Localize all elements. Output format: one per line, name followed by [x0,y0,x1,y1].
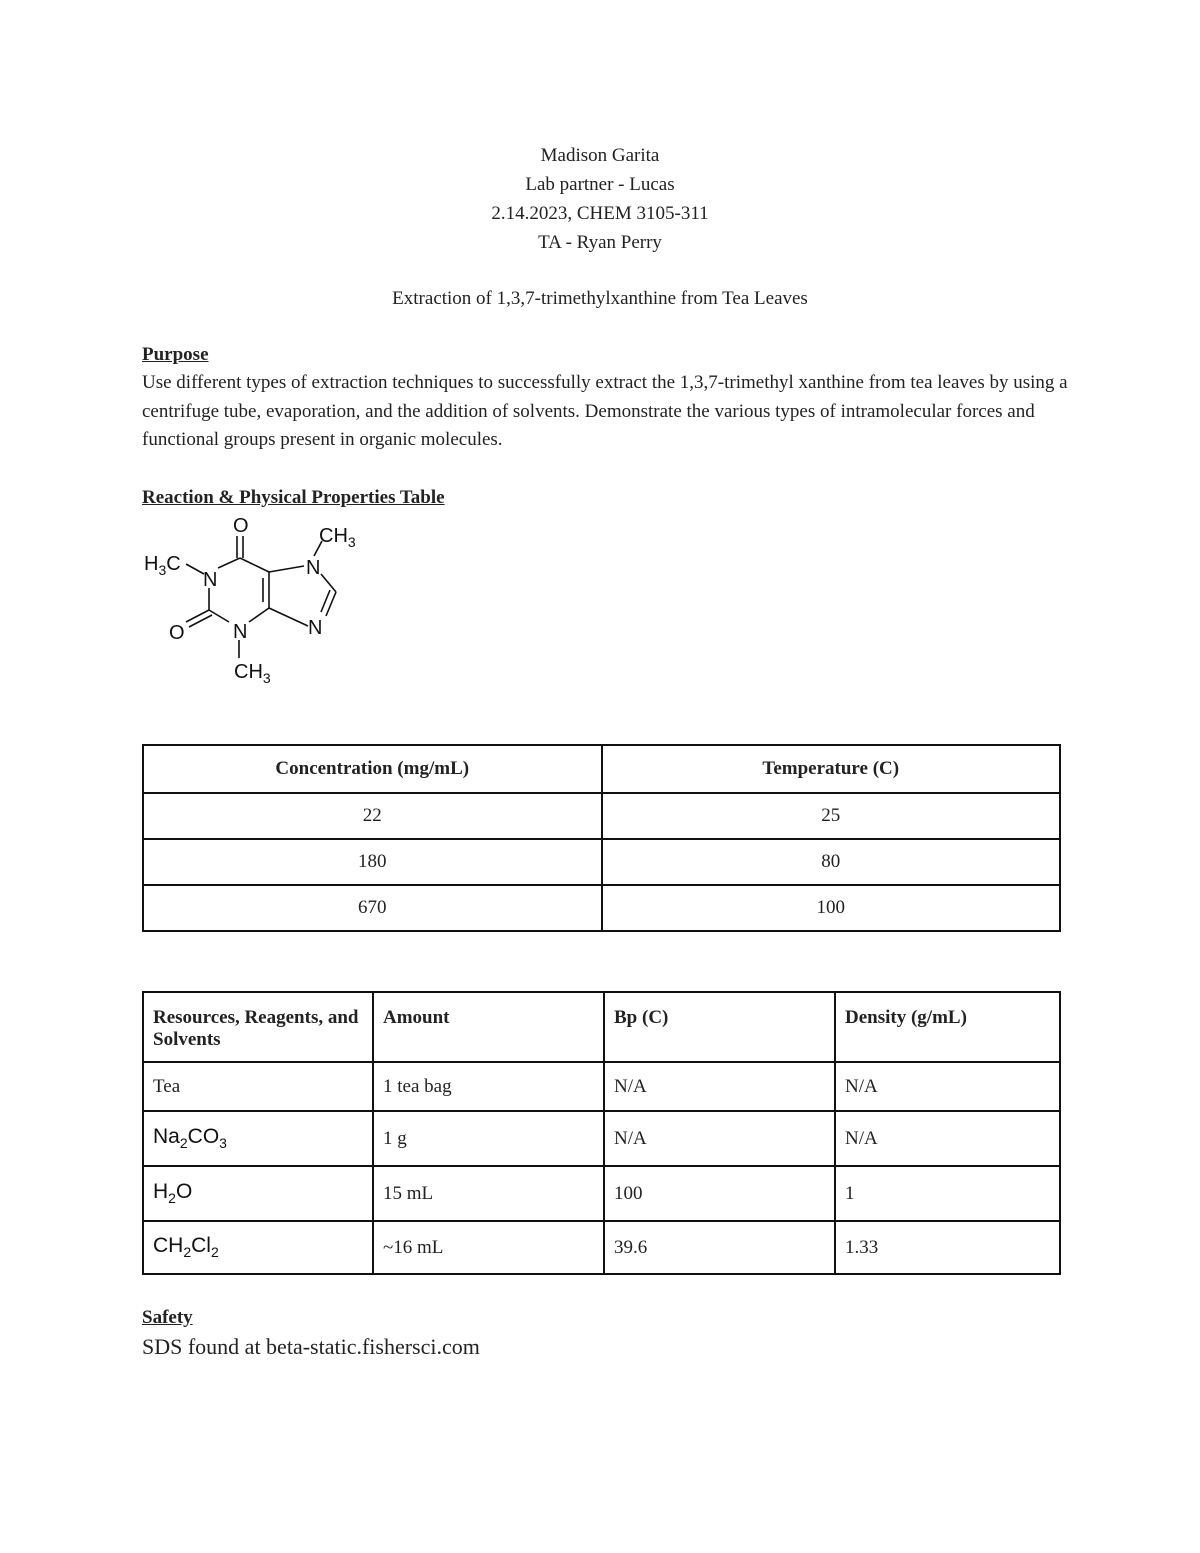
table-header-cell: Bp (C) [604,992,835,1062]
author-name: Madison Garita [540,145,660,166]
table-row [143,885,1060,931]
reagent-amount: 1 tea bag [373,1062,604,1111]
reagent-name [143,1111,373,1166]
chem-formula: $H_2O$ [153,1180,193,1207]
structure-label: N [308,617,323,639]
reagent-density: N/A [835,1111,1060,1166]
structure-label: O [233,515,249,537]
table-header-row [143,745,1060,793]
safety-text: SDS found at beta-static.fishersci.com [142,1334,480,1359]
structure-label: $H_3C$ [144,553,181,578]
table-header-cell: Temperature (C) [602,745,1061,793]
table-row [143,793,1060,839]
solubility-table [142,744,1061,932]
table-header-cell: Concentration (mg/mL) [143,745,602,793]
table-cell: 22 [143,793,602,839]
reagent-name [143,1166,373,1221]
table-header-cell: Density (g/mL) [835,992,1060,1062]
table-row [143,1062,1060,1111]
reagent-amount: ~16 mL [373,1221,604,1274]
table-header-row [143,992,1060,1062]
structure-label: N [306,557,321,579]
reagent-bp: N/A [604,1111,835,1166]
table-cell: 180 [143,839,602,885]
reagent-name [143,1221,373,1274]
teaching-assistant: TA - Ryan Perry [538,232,662,253]
reagent-amount: 1 g [373,1111,604,1166]
table-cell: 100 [602,885,1061,931]
reagents-table [142,991,1061,1275]
report-header [0,141,1200,257]
table-row [143,1111,1060,1166]
purpose-body: Use different types of extraction techniques to successfully extract the 1,3,7-trimethyl xanthine from tea leaves by using a centrifuge tube, evaporation, and the addition of solvents. Demonstrate the various types of intramolecular forces and functional groups present in organic molecules. [142,372,1068,450]
lab-partner: Lab partner - Lucas [525,174,675,195]
reagent-density: 1 [835,1166,1060,1221]
chem-formula: $CH_2Cl_2$ [153,1234,219,1261]
structure-label: $CH_3$ [319,525,356,550]
caffeine-structure [136,508,376,688]
table-header-cell: Resources, Reagents, and Solvents [143,992,373,1062]
structure-label: N [203,569,218,591]
reagent-amount: 15 mL [373,1166,604,1221]
safety-heading: Safety [142,1307,193,1328]
structure-label: O [169,622,185,644]
report-title: Extraction of 1,3,7-trimethylxanthine from Tea Leaves [392,288,808,309]
structure-label: N [233,621,248,643]
purpose-heading: Purpose [142,344,209,365]
table-header-cell: Amount [373,992,604,1062]
table-cell: 25 [602,793,1061,839]
table-cell: 670 [143,885,602,931]
structure-bonds [186,536,336,658]
reagent-bp: N/A [604,1062,835,1111]
reagent-density: N/A [835,1062,1060,1111]
table-row [143,839,1060,885]
reagent-density: 1.33 [835,1221,1060,1274]
reaction-heading: Reaction & Physical Properties Table [142,487,445,508]
date-course: 2.14.2023, CHEM 3105-311 [491,203,709,224]
reagent-bp: 39.6 [604,1221,835,1274]
table-row [143,1166,1060,1221]
structure-label: $CH_3$ [234,661,271,686]
reagent-bp: 100 [604,1166,835,1221]
table-cell: 80 [602,839,1061,885]
chem-formula: $Na_2CO_3$ [153,1125,227,1152]
table-row [143,1221,1060,1274]
reagent-name: Tea [143,1062,373,1111]
